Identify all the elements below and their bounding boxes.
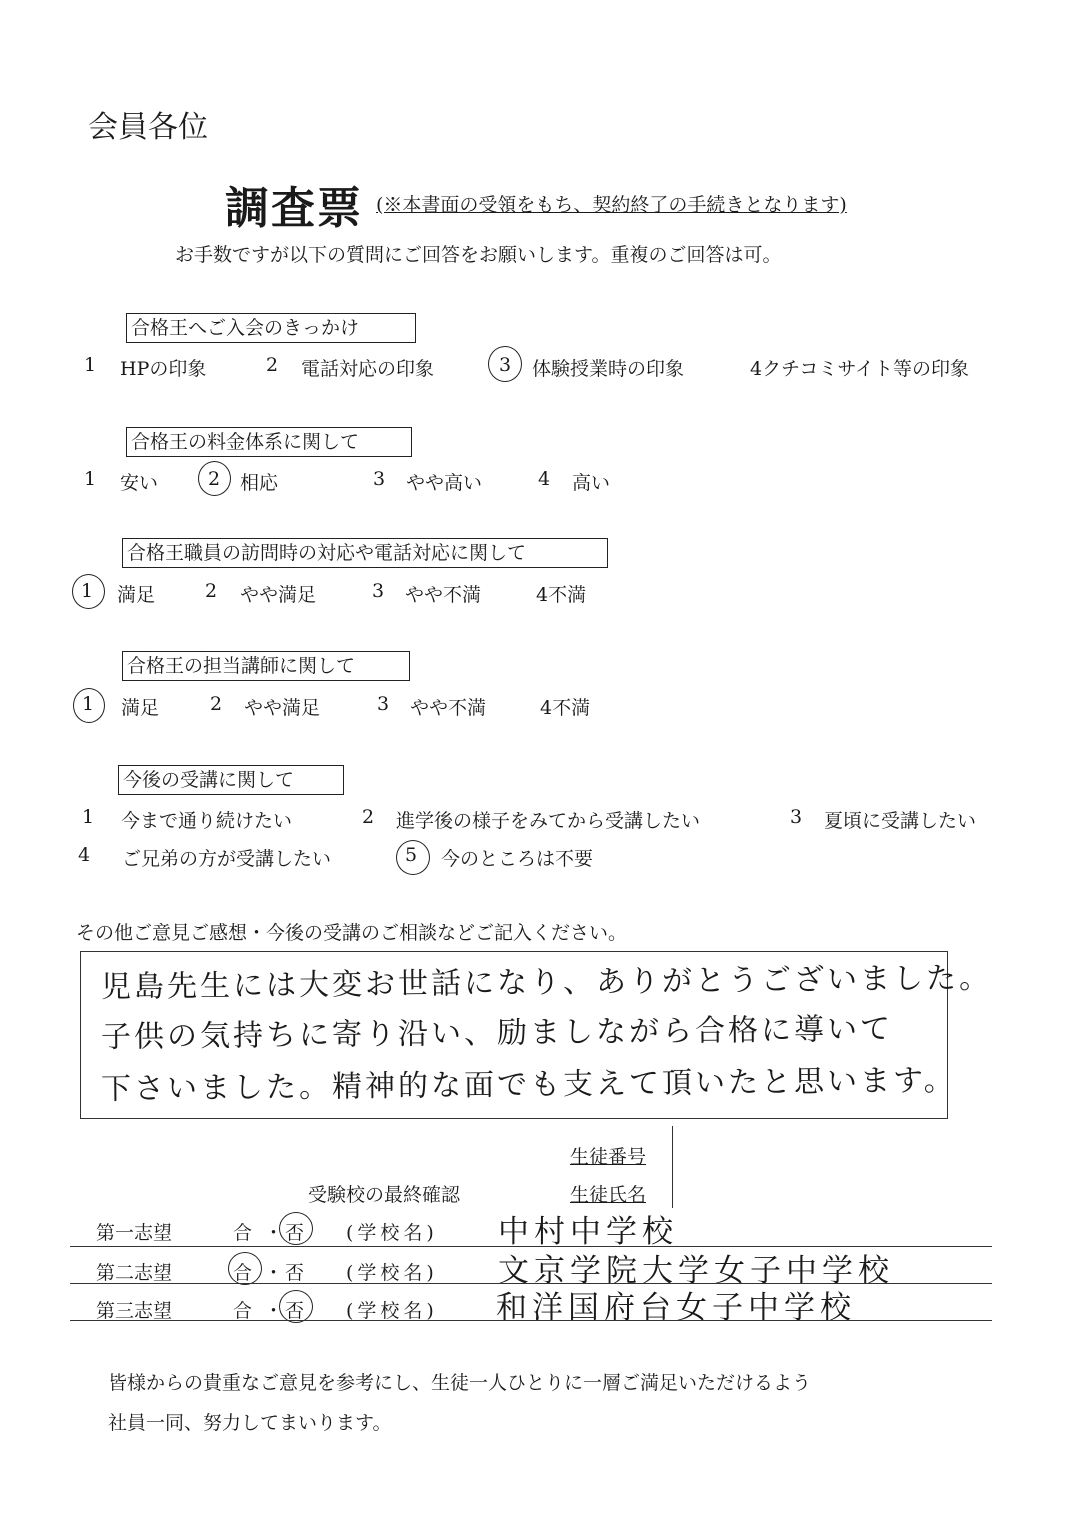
q4-option-3-label: やや不満 bbox=[410, 697, 487, 719]
exam-row-1-fail: 否 bbox=[285, 1222, 305, 1244]
q3-option-3-number: 3 bbox=[372, 580, 385, 602]
q5-option-1-number: 1 bbox=[82, 806, 95, 828]
q3-option-1-number: 1 bbox=[81, 580, 94, 602]
exam-row-2-school: 文京学院大学女子中学校 bbox=[498, 1253, 894, 1289]
q2-option-1-number: 1 bbox=[84, 468, 97, 490]
question-heading-2: 合格王の料金体系に関して bbox=[126, 427, 412, 457]
exam-row-2-choice: 第二志望 bbox=[96, 1262, 173, 1284]
exam-row-3-underline bbox=[70, 1320, 992, 1321]
q2-option-3-number: 3 bbox=[373, 468, 386, 490]
exam-row-2-sep: ・ bbox=[264, 1262, 284, 1284]
q4-option-1-number: 1 bbox=[82, 693, 95, 715]
selected-circle-q4 bbox=[73, 688, 105, 723]
q2-option-1-label: 安い bbox=[120, 472, 159, 494]
exam-row-2-school-label: (学校名) bbox=[346, 1262, 438, 1284]
q1-option-1-number: 1 bbox=[84, 354, 97, 376]
q2-option-4-label: 高い bbox=[572, 472, 611, 494]
exam-row-1-pass: 合 bbox=[233, 1222, 253, 1244]
q4-option-2-number: 2 bbox=[210, 693, 223, 715]
q5-option-3-number: 3 bbox=[790, 806, 803, 828]
exam-row-3-school-label: (学校名) bbox=[346, 1300, 438, 1322]
q5-option-5-label: 今のところは不要 bbox=[441, 848, 594, 870]
student-name-label: 生徒氏名 bbox=[570, 1184, 647, 1206]
closing-line-2: 社員一同、努力してまいります。 bbox=[108, 1412, 392, 1434]
exam-row-3-choice: 第三志望 bbox=[96, 1300, 173, 1322]
exam-row-3-fail: 否 bbox=[285, 1300, 305, 1322]
q4-option-4: 4不満 bbox=[540, 697, 591, 719]
q5-option-2-label: 進学後の様子をみてから受講したい bbox=[396, 810, 701, 832]
exam-row-1-school: 中村中学校 bbox=[498, 1214, 678, 1250]
instructions: お手数ですが以下の質問にご回答をお願いします。重複のご回答は可。 bbox=[175, 244, 782, 266]
q4-option-1-label: 満足 bbox=[121, 697, 160, 719]
selected-circle-q3 bbox=[72, 574, 105, 609]
q1-option-2-label: 電話対応の印象 bbox=[301, 358, 435, 380]
q2-option-3-label: やや高い bbox=[406, 472, 483, 494]
q1-option-1-label: HPの印象 bbox=[120, 358, 207, 380]
exam-row-1-school-label: (学校名) bbox=[346, 1222, 438, 1244]
q1-option-2-number: 2 bbox=[266, 354, 279, 376]
q5-option-3-label: 夏頃に受講したい bbox=[824, 810, 977, 832]
q4-option-3-number: 3 bbox=[377, 693, 390, 715]
exam-row-3-pass: 合 bbox=[233, 1300, 253, 1322]
q5-option-4-number: 4 bbox=[78, 844, 91, 866]
question-heading-5: 今後の受講に関して bbox=[118, 765, 344, 795]
selected-circle-q1 bbox=[488, 346, 522, 382]
selected-circle-q2 bbox=[198, 461, 231, 496]
q1-option-4: 4クチコミサイト等の印象 bbox=[750, 358, 969, 380]
selected-circle-q5 bbox=[396, 840, 430, 875]
q3-option-3-label: やや不満 bbox=[405, 584, 482, 606]
q4-option-2-label: やや満足 bbox=[244, 697, 321, 719]
comment-line-3: 下さいました。精神的な面でも支えて頂いたと思います。 bbox=[100, 1063, 957, 1107]
result-circle-row-2 bbox=[228, 1252, 262, 1285]
q2-option-2-label: 相応 bbox=[240, 472, 279, 494]
comment-line-1: 児島先生には大変お世話になり、ありがとうございました。 bbox=[100, 960, 993, 1005]
q3-option-2-number: 2 bbox=[205, 580, 218, 602]
exam-row-3-sep: ・ bbox=[264, 1300, 284, 1322]
question-heading-4: 合格王の担当講師に関して bbox=[122, 651, 410, 681]
addressee: 会員各位 bbox=[88, 110, 208, 145]
title-note: (※本書面の受領をもち、契約終了の手続きとなります) bbox=[376, 194, 847, 216]
q5-option-4-label: ご兄弟の方が受講したい bbox=[122, 848, 332, 870]
result-circle-row-3 bbox=[279, 1290, 313, 1323]
exam-row-1-sep: ・ bbox=[264, 1222, 284, 1244]
q5-option-1-label: 今まで通り続けたい bbox=[121, 810, 293, 832]
q5-option-2-number: 2 bbox=[362, 806, 375, 828]
q3-option-4: 4不満 bbox=[536, 584, 587, 606]
exam-row-1-choice: 第一志望 bbox=[96, 1222, 173, 1244]
comment-line-2: 子供の気持ちに寄り沿い、励ましながら合格に導いて bbox=[100, 1011, 894, 1055]
exam-row-2-pass: 合 bbox=[233, 1262, 253, 1284]
exam-section-heading: 受験校の最終確認 bbox=[308, 1184, 461, 1206]
question-heading-1: 合格王へご入会のきっかけ bbox=[126, 313, 416, 343]
q3-option-1-label: 満足 bbox=[117, 584, 156, 606]
student-field-divider bbox=[672, 1126, 673, 1208]
q2-option-4-number: 4 bbox=[538, 468, 551, 490]
q5-option-5-number: 5 bbox=[405, 844, 418, 866]
q3-option-2-label: やや満足 bbox=[240, 584, 317, 606]
student-number-label: 生徒番号 bbox=[570, 1146, 647, 1168]
q1-option-3-label: 体験授業時の印象 bbox=[532, 358, 685, 380]
result-circle-row-1 bbox=[279, 1212, 313, 1245]
q2-option-2-number: 2 bbox=[208, 468, 221, 490]
exam-row-2-fail: 否 bbox=[285, 1262, 305, 1284]
q1-option-3-number: 3 bbox=[499, 354, 512, 376]
comment-label: その他ご意見ご感想・今後の受講のご相談などご記入ください。 bbox=[76, 922, 628, 944]
question-heading-3: 合格王職員の訪問時の対応や電話対応に関して bbox=[122, 538, 608, 568]
comment-box bbox=[80, 951, 993, 1119]
closing-line-1: 皆様からの貴重なご意見を参考にし、生徒一人ひとりに一層ご満足いただけるよう bbox=[108, 1372, 812, 1394]
page-title: 調査票 bbox=[225, 183, 363, 234]
exam-row-3-school: 和洋国府台女子中学校 bbox=[496, 1290, 856, 1326]
